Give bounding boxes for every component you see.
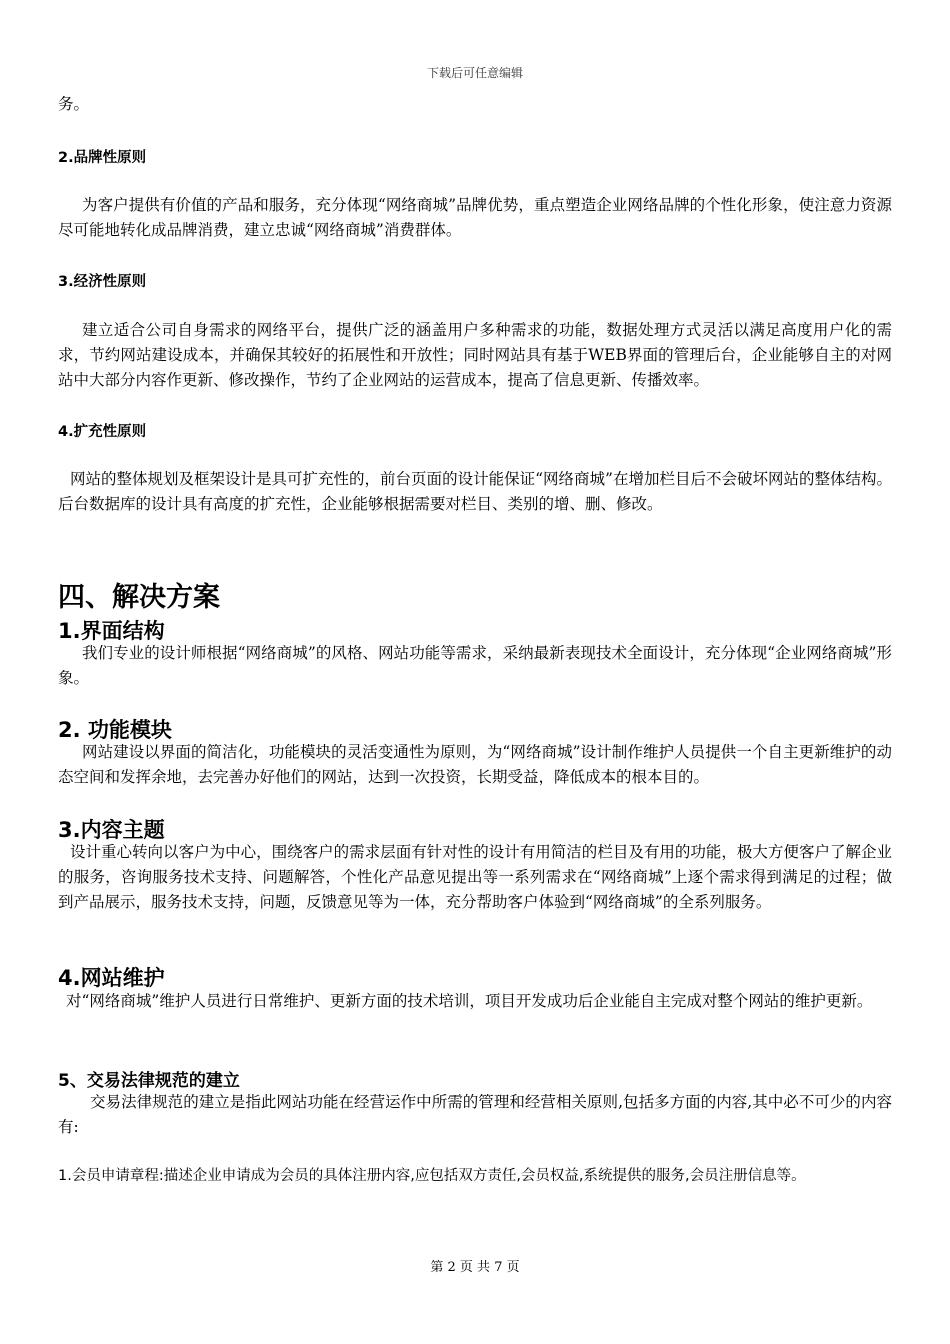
- principle-heading-brand: 2.品牌性原则: [58, 150, 147, 166]
- solution-heading-modules: 2. 功能模块: [58, 718, 172, 742]
- page-header-note: 下载后可任意编辑: [426, 66, 523, 80]
- principle-heading-economy: 3.经济性原则: [58, 274, 147, 290]
- lead-text: 务。: [58, 95, 90, 113]
- solution-body-interface: 我们专业的设计师根据“网络商城”的风格、网站功能等需求，采纳最新表现技术全面设计，充分体现“企业网络商城”形象。: [58, 644, 892, 687]
- principle-body-brand: 为客户提供有价值的产品和服务，充分体现“网络商城”品牌优势，重点塑造企业网络品牌的个性化形象，使注意力资源尽可能地转化成品牌消费，建立忠诚“网络商城”消费群体。: [58, 196, 892, 239]
- solution-heading-maintenance: 4.网站维护: [58, 966, 165, 990]
- page-footer-note: 第 2 页 共 7 页: [430, 1260, 520, 1275]
- principle-body-extensibility: 网站的整体规划及框架设计是具可扩充性的，前台页面的设计能保证“网络商城”在增加栏目后不会破坏网站的整体结构。后台数据库的设计具有高度的扩充性，企业能够根据需要对栏目、类别的增、删、修改。: [58, 470, 892, 513]
- law-heading: 5、交易法律规范的建立: [58, 1071, 240, 1091]
- law-body: 交易法律规范的建立是指此网站功能在经营运作中所需的管理和经营相关原则,包括多方面的内容,其中必不可少的内容有:: [58, 1093, 892, 1136]
- solution-body-content: 设计重心转向以客户为中心，围绕客户的需求层面有针对性的设计有用简洁的栏目及有用的功能，极大方便客户了解企业的服务，咨询服务技术支持、问题解答，个性化产品意见提出等一系列需求在“网络商城”上逐个需求得到满足的过程；做到产品展示，服务技术支持，问题，反馈意见等为一体，充分帮助客户体验到“网络商城”的全系列服务。: [58, 843, 892, 911]
- principle-body-economy: 建立适合公司自身需求的网络平台，提供广泛的涵盖用户多种需求的功能，数据处理方式灵活以满足高度用户化的需求，节约网站建设成本，并确保其较好的拓展性和开放性；同时网站具有基于WEB界面的管理后台，企业能够自主的对网站中大部分内容作更新、修改操作，节约了企业网站的运营成本，提高了信息更新、传播效率。: [58, 321, 892, 389]
- solution-heading-interface: 1.界面结构: [58, 619, 165, 643]
- solution-body-modules: 网站建设以界面的简洁化，功能模块的灵活变通性为原则，为“网络商城”设计制作维护人员提供一个自主更新维护的动态空间和发挥余地，去完善办好他们的网站，达到一次投资，长期受益，降低成本的根本目的。: [58, 743, 892, 786]
- solution-heading-content: 3.内容主题: [58, 818, 165, 842]
- solution-body-maintenance: 对“网络商城”维护人员进行日常维护、更新方面的技术培训，项目开发成功后企业能自主完成对整个网站的维护更新。: [66, 992, 873, 1010]
- law-item-membership: 1.会员申请章程:描述企业申请成为会员的具体注册内容,应包括双方责任,会员权益,系统提供的服务,会员注册信息等。: [58, 1168, 806, 1184]
- principle-heading-extensibility: 4.扩充性原则: [58, 424, 147, 440]
- section-title: 四、解决方案: [58, 582, 220, 613]
